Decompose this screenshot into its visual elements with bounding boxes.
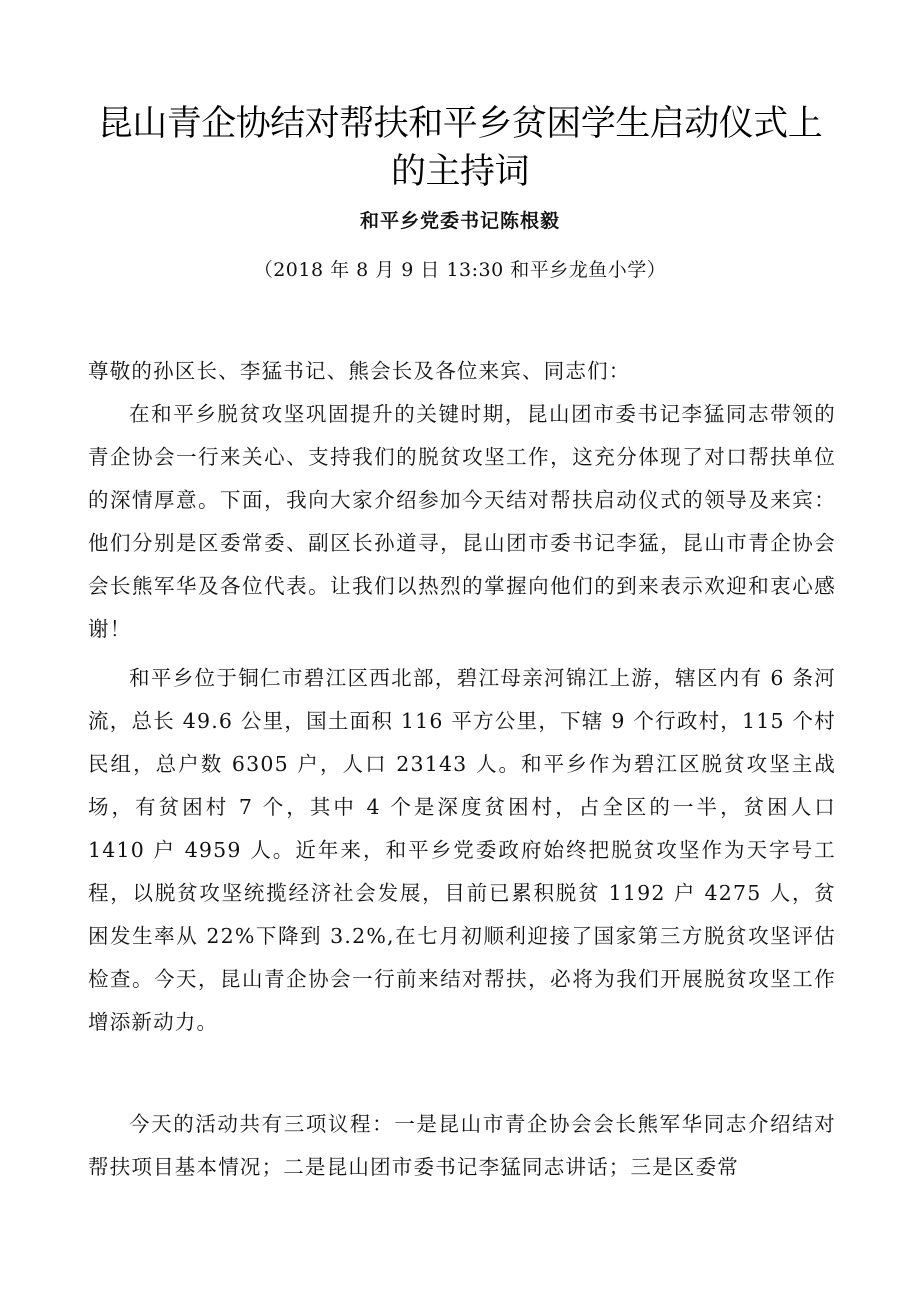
paragraph-agenda: 今天的活动共有三项议程：一是昆山市青企协会会长熊军华同志介绍结对帮扶项目基本情况；二是昆山团市委书记李猛同志讲话；三是区委常 (88, 1112, 836, 1179)
paragraph-welcome: 在和平乡脱贫攻坚巩固提升的关键时期，昆山团市委书记李猛同志带领的青企协会一行来关心、支持我们的脱贫攻坚工作，这充分体现了对口帮扶单位的深情厚意。下面，我向大家介绍参加今天结对帮扶启动仪式的领导及来宾：他们分别是区委常委、副区长孙道寻，昆山团市委书记李猛，昆山市青企协会会长熊军华及各位代表。让我们以热烈的掌握向他们的到来表示欢迎和衷心感谢！ (88, 402, 836, 641)
author-line: 和平乡党委书记陈根毅 (359, 210, 560, 232)
document-title-line-1: 昆山青企协结对帮扶和平乡贫困学生启动仪式上 (97, 104, 823, 144)
salutation: 尊敬的孙区长、李猛书记、熊会长及各位来宾、同志们： (88, 359, 631, 383)
document-title-line-2: 的主持词 (390, 152, 529, 192)
date-location-line: （2018 年 8 月 9 日 13:30 和平乡龙鱼小学） (253, 259, 667, 281)
paragraph-township-overview: 和平乡位于铜仁市碧江区西北部，碧江母亲河锦江上游，辖区内有 6 条河流，总长 49.6 公里，国土面积 116 平方公里，下辖 9 个行政村，115 个村民组，总户数 6305 户，人口 23143 人。和平乡作为碧江区脱贫攻坚主战场，有贫困村 7 个，其中 4 个是深度贫困村，占全区的一半，贫困人口 1410 户 4959 人。近年来，和平乡党委政府始终把脱贫攻坚作为天字号工程，以脱贫攻坚统揽经济社会发展，目前已累积脱贫 1192 户 4275 人，贫困发生率从 22%下降到 3.2%,在七月初顺利迎接了国家第三方脱贫攻坚评估检查。今天，昆山青企协会一行前来结对帮扶，必将为我们开展脱贫攻坚工作增添新动力。 (88, 666, 836, 1034)
